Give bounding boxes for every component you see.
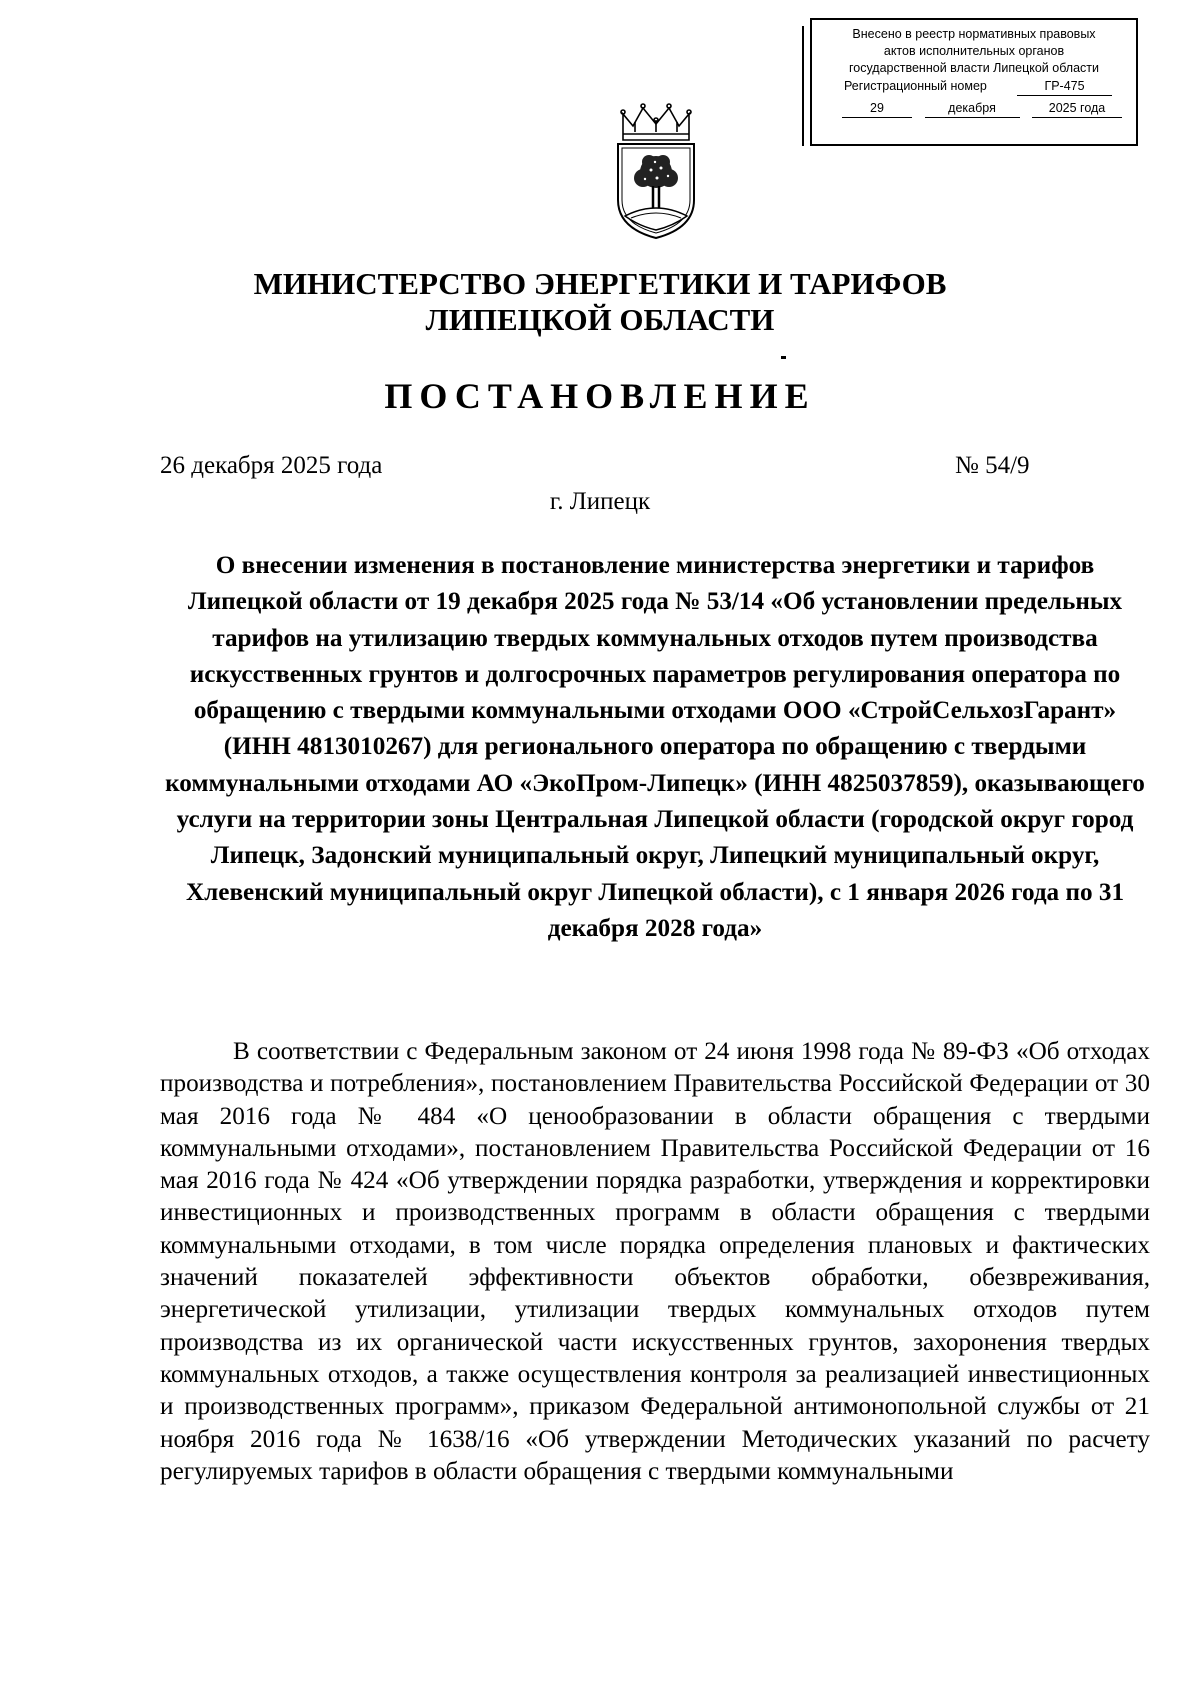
document-type-heading: ПОСТАНОВЛЕНИЕ bbox=[384, 376, 816, 416]
decree-date: 26 декабря 2025 года bbox=[160, 452, 383, 479]
stamp-line: государственной власти Липецкой области bbox=[848, 61, 1100, 75]
ministry-title-line: МИНИСТЕРСТВО ЭНЕРГЕТИКИ И ТАРИФОВ bbox=[253, 266, 947, 301]
decree-body-paragraph: В соответствии с Федеральным законом от 24 июня 1998 года № 89-ФЗ «Об отходах производства и потребления», постановлением Правительства Российской Федерации от 30 мая 2016 года № 484 «О ценообразовании в области обращения с твердыми коммунальными отходами», постановлением Правительства Российской Федерации от 16 мая 2016 года № 424 «Об утверждении порядка разработки, утверждения и корректировки инвестиционных и производственных программ в области обращения с твердыми коммунальными отходами, в том числе порядка определения плановых и фактических значений показателей эффективности объектов обработки, обезвреживания, энергетической утилизации, утилизации твердых коммунальных отходов путем производства из их органической части искусственных грунтов, захоронения твердых коммунальных отходов, а также осуществления контроля за реализацией инвестиционных и производственных программ», приказом Федеральной антимонопольной службы от 21 ноября 2016 года № 1638/16 «Об утверждении Методических указаний по расчету регулируемых тарифов в области обращения с твердыми коммунальными bbox=[160, 1038, 1150, 1485]
stamp-shadow-line bbox=[802, 26, 804, 146]
registry-stamp bbox=[810, 18, 1138, 146]
stamp-line: актов исполнительных органов bbox=[883, 44, 1065, 58]
scan-mark bbox=[781, 356, 786, 359]
stamp-year: 2025 года bbox=[1032, 100, 1122, 118]
stamp-month: декабря bbox=[925, 100, 1020, 118]
stamp-date-row bbox=[822, 100, 1126, 118]
decree-city: г. Липецк bbox=[549, 488, 651, 515]
ministry-title-line: ЛИПЕЦКОЙ ОБЛАСТИ bbox=[425, 302, 775, 337]
stamp-reg-label: Регистрационный номер bbox=[844, 79, 987, 93]
ministry-title bbox=[0, 266, 1200, 338]
decree-number: № 54/9 bbox=[955, 452, 1030, 479]
decree-subject-title: О внесении изменения в постановление министерства энергетики и тарифов Липецкой области от 19 декабря 2025 года № 53/14 «Об установлении предельных тарифов на утилизацию твердых коммунальных отходов путем производства искусственных грунтов и долгосрочных параметров регулирования оператора по обращению с твердыми коммунальными отходами ООО «СтройСельхозГарант» (ИНН 4813010267) для регионального оператора по обращению с твердыми коммунальными отходами АО «ЭкоПром-Липецк» (ИНН 4825037859), оказывающего услуги на территории зоны Центральная Липецкой области (городской округ город Липецк, Задонский муниципальный округ, Липецкий муниципальный округ, Хлевенский муниципальный округ Липецкой области), с 1 января 2026 года по 31 декабря 2028 года» bbox=[165, 552, 1145, 942]
stamp-registration-row bbox=[822, 78, 1126, 96]
coat-of-arms-emblem bbox=[613, 100, 699, 242]
stamp-line: Внесено в реестр нормативных правовых bbox=[852, 27, 1096, 41]
stamp-day: 29 bbox=[842, 100, 912, 118]
stamp-reg-number: ГР-475 bbox=[1017, 78, 1112, 96]
